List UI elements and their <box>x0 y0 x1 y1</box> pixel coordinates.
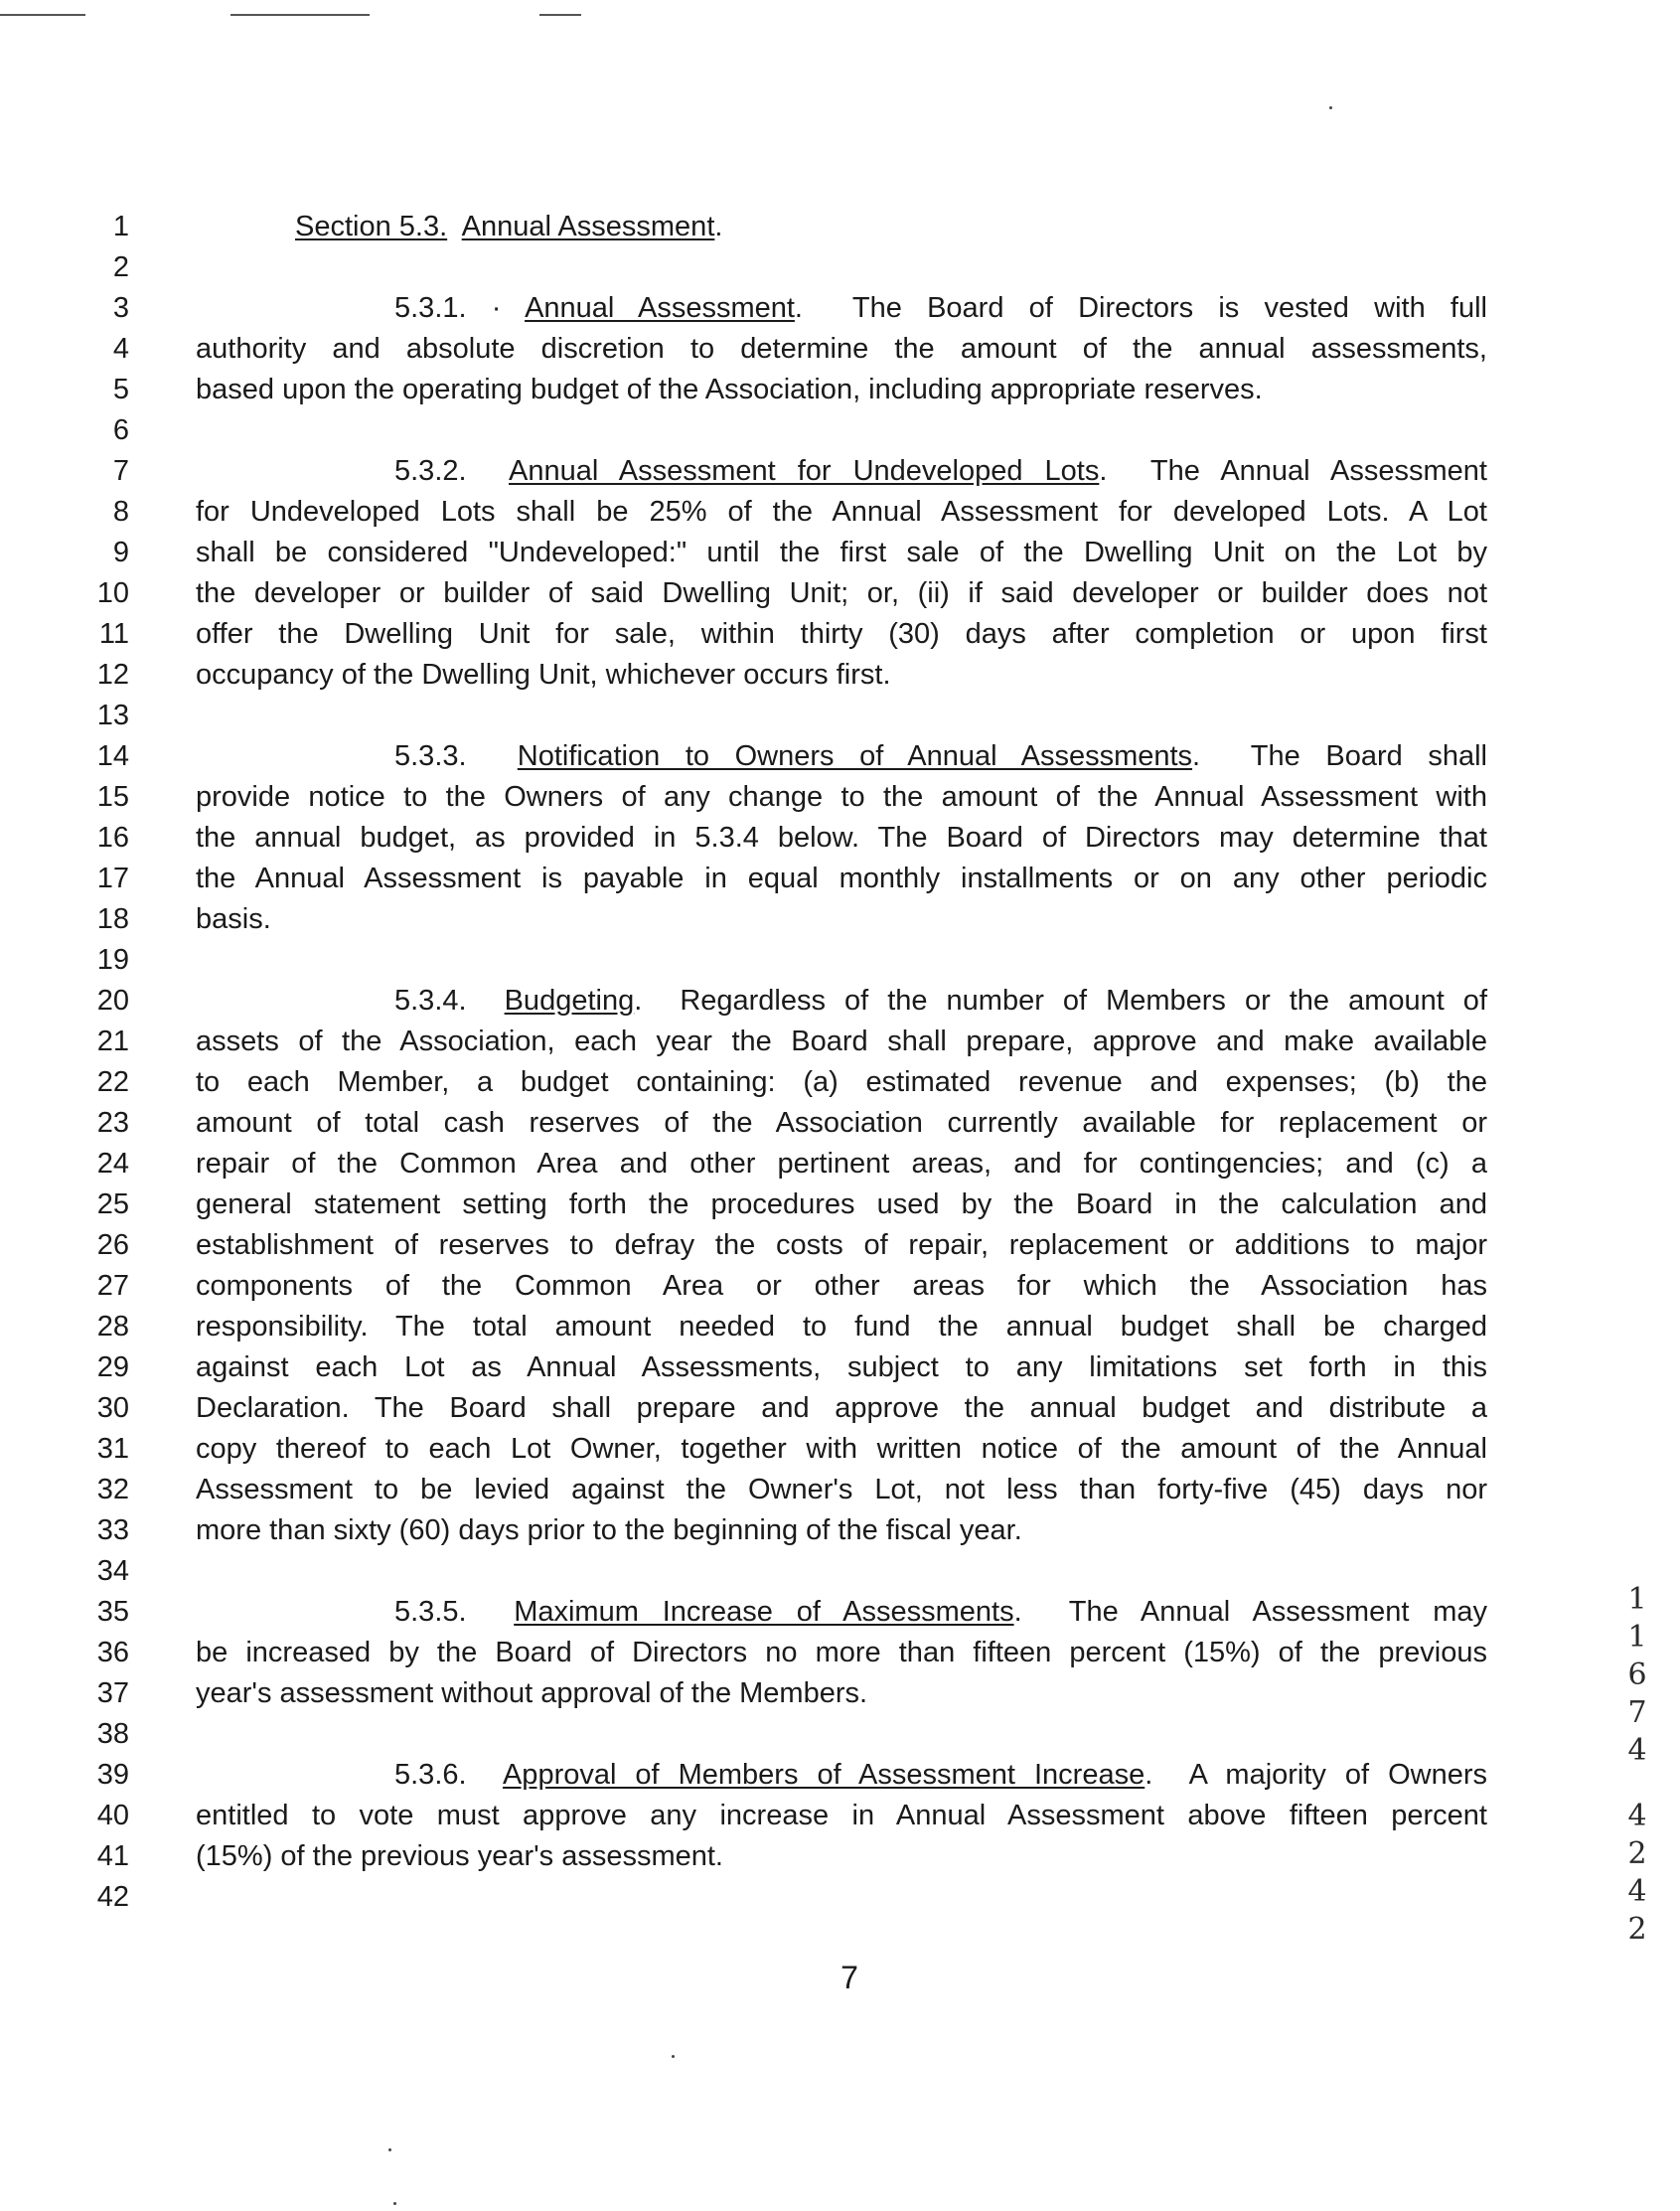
paragraph-5-3-4-line: Declaration. The Board shall prepare and approve the annual budget and distribute a <box>196 1392 1487 1424</box>
page-number: 7 <box>840 1960 858 1995</box>
paragraph-number: 5.3.5. <box>394 1596 467 1628</box>
paragraph-5-3-3-line: the Annual Assessment is payable in equal monthly installments or on any other periodic <box>196 863 1487 894</box>
line-number: 9 <box>112 537 129 568</box>
line-number: 37 <box>96 1677 129 1709</box>
line-number: 18 <box>96 903 129 935</box>
line-number: 27 <box>96 1270 129 1302</box>
section-number: Section 5.3. <box>295 211 448 242</box>
line-number: 3 <box>112 292 129 324</box>
scan-mark <box>0 14 85 16</box>
paragraph-5-3-4-line: establishment of reserves to defray the costs of repair, replacement or additions to major <box>196 1229 1487 1261</box>
line-number: 39 <box>96 1759 129 1791</box>
paragraph-5-3-1-line: authority and absolute discretion to determine the amount of the annual assessments, <box>196 333 1487 365</box>
line-number: 35 <box>96 1596 129 1628</box>
paragraph-number: 5.3.1. <box>394 292 467 324</box>
line-number: 7 <box>112 455 129 487</box>
paragraph-5-3-4-line: general statement setting forth the procedures used by the Board in the calculation and <box>196 1188 1487 1220</box>
paragraph-5-3-4-line: copy thereof to each Lot Owner, together with written notice of the amount of the Annual <box>196 1433 1487 1465</box>
line-number: 4 <box>112 333 129 365</box>
paragraph-5-3-2-line: shall be considered "Undeveloped:" until the first sale of the Dwelling Unit on the Lot by <box>196 537 1487 568</box>
line-number: 41 <box>96 1840 129 1872</box>
paragraph-5-3-1-line: based upon the operating budget of the Association, including appropriate reserves. <box>196 374 1263 405</box>
stamp-digit: 2 <box>1627 1836 1647 1871</box>
line-number: 2 <box>112 251 129 283</box>
stamp-digit: 2 <box>1627 1912 1647 1947</box>
paragraph-5-3-2-line: 5.3.2. Annual Assessment for Undeveloped Lots. The Annual Assessment <box>394 455 1487 487</box>
line-number: 16 <box>96 822 129 854</box>
paragraph-5-3-5-line: be increased by the Board of Directors no more than fifteen percent (15%) of the previous <box>196 1637 1487 1668</box>
paragraph-5-3-5-line: year's assessment without approval of the Members. <box>196 1677 868 1709</box>
line-number: 42 <box>96 1881 129 1913</box>
line-number: 31 <box>96 1433 129 1465</box>
scan-mark <box>539 14 581 16</box>
paragraph-5-3-4-line: 5.3.4. Budgeting. Regardless of the number of Members or the amount of <box>394 985 1487 1017</box>
paragraph-5-3-4-line: assets of the Association, each year the Board shall prepare, approve and make available <box>196 1026 1487 1057</box>
paragraph-5-3-4-line: against each Lot as Annual Assessments, subject to any limitations set forth in this <box>196 1351 1487 1383</box>
stamp-digit: 1 <box>1627 1582 1647 1617</box>
stamp-digit: 4 <box>1627 1733 1647 1768</box>
line-number: 1 <box>112 211 129 242</box>
line-number: 38 <box>96 1718 129 1750</box>
scan-dot <box>393 2202 396 2205</box>
paragraph-text: The Annual Assessment <box>1149 455 1487 487</box>
paragraph-5-3-4-line: components of the Common Area or other areas for which the Association has <box>196 1270 1487 1302</box>
paragraph-number: 5.3.3. <box>394 740 467 772</box>
line-number: 32 <box>96 1474 129 1505</box>
paragraph-5-3-3-line: basis. <box>196 903 271 935</box>
paragraph-title: Budgeting <box>504 985 635 1017</box>
line-number: 10 <box>96 577 129 609</box>
line-number: 13 <box>96 700 129 731</box>
paragraph-5-3-4-line: to each Member, a budget containing: (a) estimated revenue and expenses; (b) the <box>196 1066 1487 1098</box>
paragraph-number: 5.3.6. <box>394 1759 467 1791</box>
line-number: 5 <box>112 374 129 405</box>
line-number: 26 <box>96 1229 129 1261</box>
paragraph-5-3-1-line: 5.3.1. · Annual Assessment. The Board of Directors is vested with full <box>394 292 1487 324</box>
line-number: 8 <box>112 496 129 528</box>
scan-dot <box>1329 106 1332 109</box>
line-number: 22 <box>96 1066 129 1098</box>
line-number: 20 <box>96 985 129 1017</box>
stamp-digit: 7 <box>1627 1695 1647 1730</box>
line-number: 12 <box>96 659 129 691</box>
line-number: 17 <box>96 863 129 894</box>
paragraph-5-3-6-line: 5.3.6. Approval of Members of Assessment Increase. A majority of Owners <box>394 1759 1488 1791</box>
scan-dot <box>672 2055 675 2058</box>
line-number: 36 <box>96 1637 129 1668</box>
line-number: 6 <box>112 414 129 446</box>
scan-mark <box>230 14 370 16</box>
paragraph-5-3-2-line: the developer or builder of said Dwelling Unit; or, (ii) if said developer or builder does not <box>196 577 1487 609</box>
paragraph-5-3-3-line: the annual budget, as provided in 5.3.4 below. The Board of Directors may determine that <box>196 822 1487 854</box>
stamp-digit: 4 <box>1627 1874 1647 1909</box>
line-number: 23 <box>96 1107 129 1139</box>
stamp-digit: 1 <box>1627 1620 1647 1655</box>
paragraph-5-3-6-line: entitled to vote must approve any increase in Annual Assessment above fifteen percent <box>196 1800 1487 1831</box>
paragraph-5-3-2-line: offer the Dwelling Unit for sale, within thirty (30) days after completion or upon first <box>196 618 1487 650</box>
paragraph-5-3-4-line: more than sixty (60) days prior to the beginning of the fiscal year. <box>196 1514 1022 1546</box>
line-number: 28 <box>96 1311 129 1342</box>
line-number: 29 <box>96 1351 129 1383</box>
line-number: 14 <box>96 740 129 772</box>
paragraph-5-3-4-line: repair of the Common Area and other pertinent areas, and for contingencies; and (c) a <box>196 1148 1487 1180</box>
stamp-digit: 4 <box>1627 1799 1647 1833</box>
line-number: 15 <box>96 781 129 813</box>
line-number: 11 <box>98 618 129 650</box>
line-number: 21 <box>96 1026 129 1057</box>
line-number: 24 <box>96 1148 129 1180</box>
paragraph-5-3-4-line: Assessment to be levied against the Owner's Lot, not less than forty-five (45) days nor <box>196 1474 1487 1505</box>
paragraph-text: The Board shall <box>1250 740 1487 772</box>
section-title: Annual Assessment <box>461 211 715 242</box>
scan-dot <box>388 2148 391 2151</box>
paragraph-5-3-5-line: 5.3.5. Maximum Increase of Assessments. The Annual Assessment may <box>394 1596 1487 1628</box>
stamp-digit: 6 <box>1627 1658 1647 1692</box>
paragraph-5-3-2-line: for Undeveloped Lots shall be 25% of the Annual Assessment for developed Lots. A Lot <box>196 496 1487 528</box>
line-number: 34 <box>96 1555 129 1587</box>
paragraph-number: 5.3.4. <box>394 985 467 1017</box>
line-number: 40 <box>96 1800 129 1831</box>
line-number: 19 <box>96 944 129 976</box>
section-heading: Section 5.3. Annual Assessment. <box>295 211 723 242</box>
line-number: 25 <box>96 1188 129 1220</box>
paragraph-text: The Board of Directors is vested with full <box>851 292 1487 324</box>
paragraph-5-3-3-line: 5.3.3. Notification to Owners of Annual Assessments. The Board shall <box>394 740 1487 772</box>
paragraph-text: The Annual Assessment may <box>1068 1596 1487 1628</box>
line-number: 33 <box>96 1514 129 1546</box>
paragraph-title: Maximum Increase of Assessments <box>514 1596 1014 1628</box>
paragraph-title: Notification to Owners of Annual Assessments <box>517 740 1193 772</box>
line-number: 30 <box>96 1392 129 1424</box>
paragraph-title: Annual Assessment <box>525 292 795 324</box>
paragraph-text: A majority of Owners <box>1188 1759 1488 1791</box>
paragraph-text: Regardless of the number of Members or the amount of <box>680 985 1487 1017</box>
paragraph-5-3-2-line: occupancy of the Dwelling Unit, whichever occurs first. <box>196 659 891 691</box>
paragraph-5-3-6-line: (15%) of the previous year's assessment. <box>196 1840 723 1872</box>
paragraph-number: 5.3.2. <box>394 455 467 487</box>
paragraph-title: Approval of Members of Assessment Increase <box>502 1759 1145 1791</box>
paragraph-5-3-3-line: provide notice to the Owners of any change to the amount of the Annual Assessment with <box>196 781 1487 813</box>
paragraph-5-3-4-line: responsibility. The total amount needed to fund the annual budget shall be charged <box>196 1311 1487 1342</box>
paragraph-5-3-4-line: amount of total cash reserves of the Association currently available for replacement or <box>196 1107 1487 1139</box>
paragraph-title: Annual Assessment for Undeveloped Lots <box>509 455 1100 487</box>
